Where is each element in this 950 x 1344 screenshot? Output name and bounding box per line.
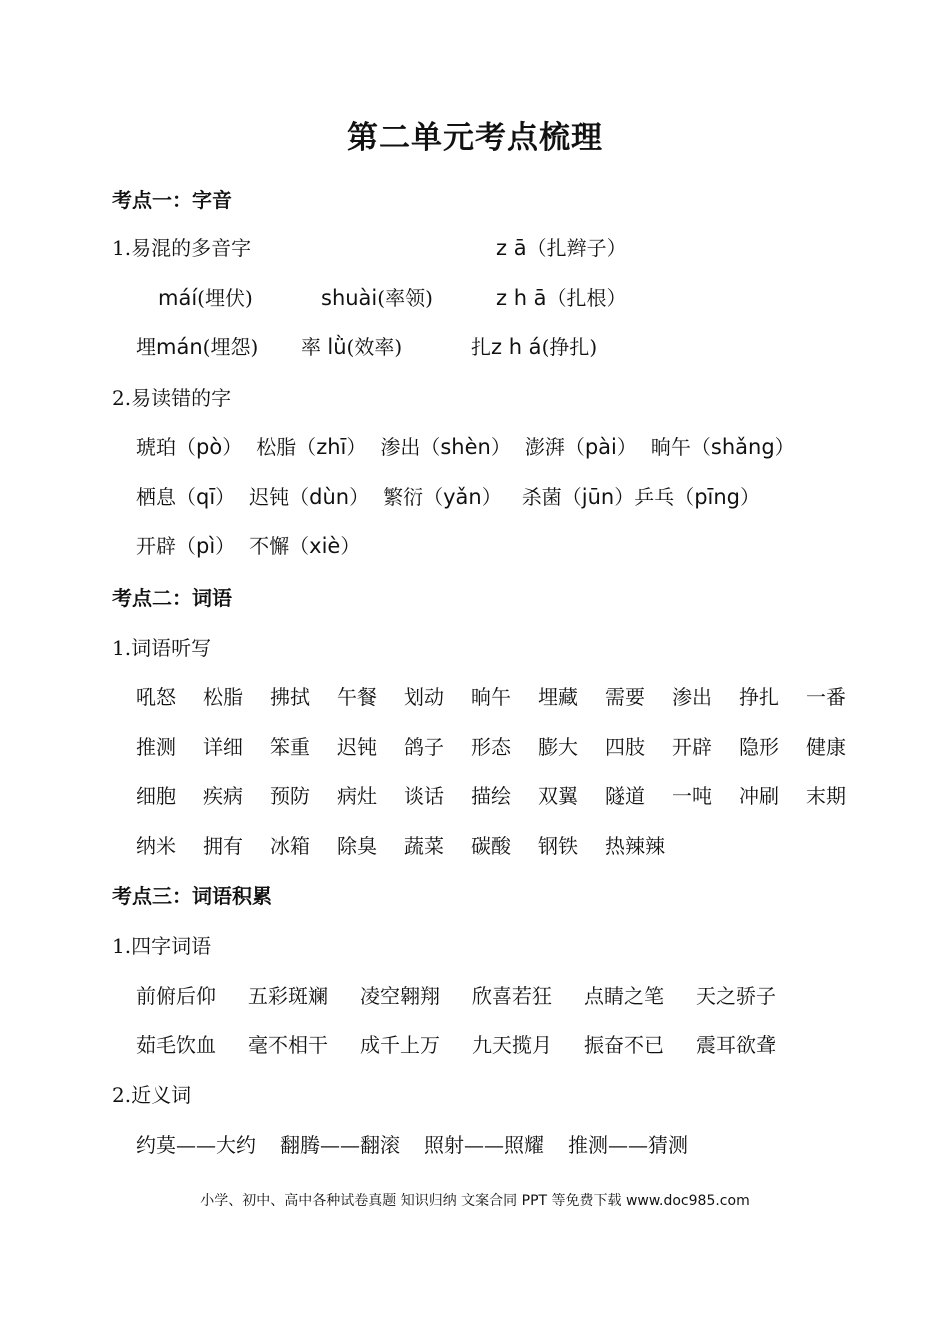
character: 扎 bbox=[471, 335, 491, 359]
dictation-word: 详细 bbox=[203, 735, 243, 759]
dictation-word: 健康 bbox=[806, 735, 846, 759]
polyphone-label: 1.易混的多音字 bbox=[112, 236, 252, 260]
example-word: (率领) bbox=[377, 286, 433, 310]
section-heading-pronunciation: 考点一：字音 bbox=[112, 188, 232, 212]
dictation-word: 挣扎 bbox=[739, 685, 779, 709]
misread-item: 澎湃（pài） bbox=[524, 435, 637, 459]
idiom: 茹毛饮血 bbox=[136, 1033, 216, 1057]
polyphone-man bbox=[136, 331, 258, 360]
idiom: 毫不相干 bbox=[248, 1033, 328, 1057]
idiom: 前俯后仰 bbox=[136, 984, 216, 1008]
misread-item: 晌午（shǎng） bbox=[650, 435, 795, 459]
misread-row-1 bbox=[136, 431, 795, 460]
idiom: 振奋不已 bbox=[584, 1033, 664, 1057]
misread-row-2 bbox=[136, 481, 760, 510]
dictation-word: 推测 bbox=[136, 735, 176, 759]
misread-item: 繁衍（yǎn） bbox=[383, 485, 502, 509]
example-word: (挣扎) bbox=[541, 335, 598, 359]
dictation-word: 除臭 bbox=[337, 834, 377, 858]
dictation-row-2 bbox=[136, 731, 873, 760]
misread-row-3 bbox=[136, 530, 360, 559]
dictation-word: 预防 bbox=[270, 784, 310, 808]
misread-item: 渗出（shèn） bbox=[380, 435, 511, 459]
dictation-word: 松脂 bbox=[203, 685, 243, 709]
dictation-word: 需要 bbox=[605, 685, 645, 709]
dictation-row-4 bbox=[136, 830, 672, 859]
misread-label: 2.易读错的字 bbox=[112, 386, 232, 410]
synonym-pair: 约莫——大约 bbox=[136, 1133, 256, 1157]
dictation-word: 冲刷 bbox=[739, 784, 779, 808]
dictation-word: 谈话 bbox=[404, 784, 444, 808]
synonyms-label: 2.近义词 bbox=[112, 1083, 192, 1107]
dictation-word: 细胞 bbox=[136, 784, 176, 808]
character: 率 bbox=[301, 335, 321, 359]
dictation-word: 四肢 bbox=[605, 735, 645, 759]
dictation-word: 一番 bbox=[806, 685, 846, 709]
dictation-word: 热辣辣 bbox=[605, 834, 665, 858]
pinyin: máí bbox=[158, 286, 198, 310]
misread-item: 栖息（qī） bbox=[136, 485, 236, 509]
example-word: (效率) bbox=[346, 335, 403, 359]
idiom: 五彩斑斓 bbox=[248, 984, 328, 1008]
dictation-word: 病灶 bbox=[337, 784, 377, 808]
page-footer: 小学、初中、高中各种试卷真题 知识归纳 文案合同 PPT 等免费下载 www.doc985.com bbox=[200, 1193, 750, 1209]
dictation-word: 隐形 bbox=[739, 735, 779, 759]
synonym-pair: 翻腾——翻滚 bbox=[280, 1133, 400, 1157]
dictation-word: 迟钝 bbox=[337, 735, 377, 759]
idioms-label: 1.四字词语 bbox=[112, 934, 212, 958]
synonym-pair: 推测——猜测 bbox=[568, 1133, 688, 1157]
dictation-word: 描绘 bbox=[471, 784, 511, 808]
character: 埋 bbox=[136, 335, 156, 359]
example-word: （扎辫子） bbox=[526, 236, 627, 260]
dictation-word: 纳米 bbox=[136, 834, 176, 858]
dictation-row-1 bbox=[136, 681, 873, 710]
polyphone-lv bbox=[301, 331, 402, 360]
polyphone-mai bbox=[158, 282, 253, 311]
section-heading-words: 考点二：词语 bbox=[112, 586, 232, 610]
idioms-row-1 bbox=[136, 980, 808, 1009]
example-word: (埋伏) bbox=[197, 286, 253, 310]
idiom: 凌空翱翔 bbox=[360, 984, 440, 1008]
dictation-word: 午餐 bbox=[337, 685, 377, 709]
dictation-word: 鸽子 bbox=[404, 735, 444, 759]
polyphone-zha1 bbox=[496, 232, 627, 261]
page-title: 第二单元考点梳理 bbox=[347, 120, 603, 156]
misread-item: 松脂（zhī） bbox=[256, 435, 367, 459]
polyphone-shuai bbox=[321, 282, 433, 311]
dictation-word: 末期 bbox=[806, 784, 846, 808]
pinyin: z h á bbox=[491, 335, 542, 359]
idiom: 欣喜若狂 bbox=[472, 984, 552, 1008]
synonyms-row bbox=[136, 1129, 712, 1158]
dictation-word: 钢铁 bbox=[538, 834, 578, 858]
synonym-pair: 照射——照耀 bbox=[424, 1133, 544, 1157]
example-word: （扎根） bbox=[546, 286, 627, 310]
pinyin: shuài bbox=[321, 286, 378, 310]
pinyin: lǜ bbox=[327, 335, 347, 359]
idiom: 点睛之笔 bbox=[584, 984, 664, 1008]
dictation-word: 划动 bbox=[404, 685, 444, 709]
dictation-word: 疾病 bbox=[203, 784, 243, 808]
dictation-word: 渗出 bbox=[672, 685, 712, 709]
misread-item: 不懈（xiè） bbox=[249, 534, 361, 558]
dictation-word: 膨大 bbox=[538, 735, 578, 759]
misread-item: 迟钝（dùn） bbox=[249, 485, 370, 509]
dictation-word: 晌午 bbox=[471, 685, 511, 709]
dictation-word: 一吨 bbox=[672, 784, 712, 808]
dictation-word: 蔬菜 bbox=[404, 834, 444, 858]
dictation-word: 笨重 bbox=[270, 735, 310, 759]
dictation-word: 拂拭 bbox=[270, 685, 310, 709]
idiom: 成千上万 bbox=[360, 1033, 440, 1057]
dictation-word: 拥有 bbox=[203, 834, 243, 858]
dictation-word: 埋藏 bbox=[538, 685, 578, 709]
dictation-word: 隧道 bbox=[605, 784, 645, 808]
pinyin: z ā bbox=[496, 236, 527, 260]
section-heading-vocabulary: 考点三：词语积累 bbox=[112, 884, 272, 908]
misread-item: 乒乓（pīng） bbox=[634, 485, 761, 509]
dictation-word: 冰箱 bbox=[270, 834, 310, 858]
idiom: 天之骄子 bbox=[696, 984, 776, 1008]
dictation-word: 开辟 bbox=[672, 735, 712, 759]
example-word: (埋怨) bbox=[202, 335, 259, 359]
dictation-word: 碳酸 bbox=[471, 834, 511, 858]
pinyin: mán bbox=[156, 335, 203, 359]
dictation-word: 形态 bbox=[471, 735, 511, 759]
dictation-row-3 bbox=[136, 780, 873, 809]
polyphone-zha2 bbox=[496, 282, 627, 311]
polyphone-zha3 bbox=[471, 331, 597, 360]
misread-item: 杀菌（jūn） bbox=[521, 485, 635, 509]
idiom: 震耳欲聋 bbox=[696, 1033, 776, 1057]
idiom: 九天揽月 bbox=[472, 1033, 552, 1057]
misread-item: 琥珀（pò） bbox=[136, 435, 243, 459]
pinyin: z h ā bbox=[496, 286, 547, 310]
idioms-row-2 bbox=[136, 1029, 808, 1058]
dictation-label: 1.词语听写 bbox=[112, 636, 212, 660]
dictation-word: 双翼 bbox=[538, 784, 578, 808]
dictation-word: 吼怒 bbox=[136, 685, 176, 709]
misread-item: 开辟（pì） bbox=[136, 534, 236, 558]
